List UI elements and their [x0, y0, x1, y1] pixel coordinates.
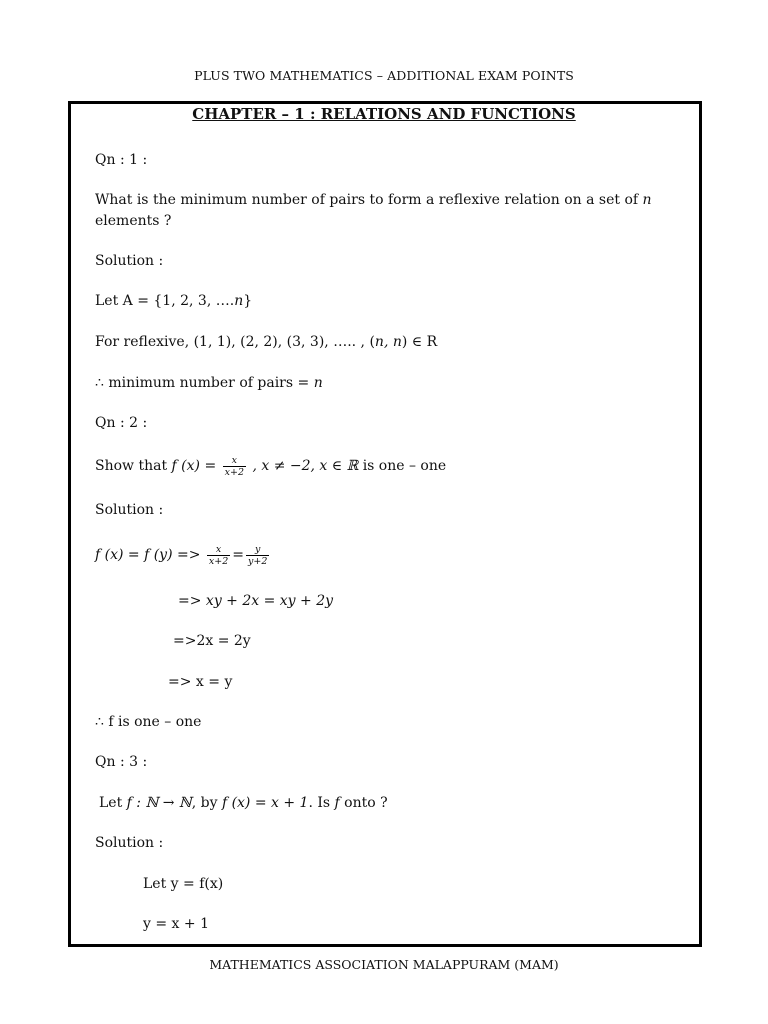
q1-reflexive-line	[95, 332, 437, 352]
q1-solution-label: Solution :	[95, 253, 164, 269]
q3-step2: y = x + 1	[143, 916, 209, 932]
q2-step3: =>2x = 2y	[173, 633, 251, 649]
q2-solution-label: Solution :	[95, 502, 164, 518]
page-footer: MATHEMATICS ASSOCIATION MALAPPURAM (MAM)	[209, 957, 559, 972]
q3-q-suffix: onto ?	[344, 795, 388, 811]
q1-let-prefix: Let A = {1, 2, 3, ….	[95, 293, 235, 309]
q1-reflexive-suffix: ) ∈ R	[401, 334, 438, 350]
q3-question	[99, 793, 388, 813]
q2-condition: , x ≠ −2, x ∈ ℝ	[252, 458, 359, 474]
q1-question-text: What is the minimum number of pairs to form a reflexive relation on a set of	[95, 192, 639, 208]
q2-conclusion: ∴ f is one – one	[95, 714, 202, 730]
q2-step4: => x = y	[168, 674, 233, 690]
q3-let-prefix: Let	[99, 795, 123, 811]
q3-rule: f (x) = x + 1	[221, 795, 309, 811]
q2-step1-frac2	[246, 544, 269, 567]
q2-step2	[178, 591, 333, 611]
q2-question	[95, 453, 446, 479]
q3-question-text: . Is	[308, 795, 331, 811]
q3-by: , by	[191, 795, 218, 811]
q2-step1-den2: y+2	[248, 555, 268, 567]
q3-map: f : ℕ → ℕ	[126, 795, 192, 811]
chapter-title: CHAPTER – 1 : RELATIONS AND FUNCTIONS	[192, 105, 576, 123]
q1-question-line2: elements ?	[95, 213, 172, 229]
q2-step1-num1: x	[207, 544, 230, 556]
q2-show-suffix: is one – one	[362, 458, 447, 474]
q2-fx: f (x) =	[171, 458, 217, 474]
q2-step1-num2: y	[246, 544, 269, 556]
q3-solution-label: Solution :	[95, 835, 164, 851]
q2-frac-den: x+2	[224, 466, 245, 478]
q3-step1: Let y = f(x)	[143, 876, 224, 892]
page-header: PLUS TWO MATHEMATICS – ADDITIONAL EXAM POINTS	[194, 68, 574, 83]
q1-conclusion	[95, 373, 323, 393]
q3-label: Qn : 3 :	[95, 754, 148, 770]
q3-q-var: f	[334, 795, 340, 811]
q1-let-suffix: }	[243, 293, 253, 309]
q1-let-set	[95, 291, 252, 311]
q1-question-line1	[95, 190, 652, 210]
q1-question-var: n	[642, 192, 652, 208]
q1-label: Qn : 1 :	[95, 152, 148, 168]
q1-let-var: n	[234, 293, 244, 309]
q2-fraction	[223, 455, 246, 478]
q2-step1-den1: x+2	[208, 555, 229, 567]
q1-conclusion-text: ∴ minimum number of pairs =	[95, 375, 310, 391]
q2-label: Qn : 2 :	[95, 415, 148, 431]
q2-step1-eq: =	[232, 547, 245, 563]
q2-show-prefix: Show that	[95, 458, 168, 474]
q2-step1-frac1	[207, 544, 230, 567]
q1-reflexive-prefix: For reflexive, (1, 1), (2, 2), (3, 3), ….. , (	[95, 334, 375, 350]
q2-step1	[95, 541, 271, 569]
q2-step2-expr: xy + 2x = xy + 2y	[205, 593, 334, 609]
q2-frac-num: x	[223, 455, 246, 467]
q2-step1-lhs: f (x) = f (y) =>	[95, 547, 201, 563]
q2-step2-arrow: =>	[178, 593, 202, 609]
q1-conclusion-var: n	[313, 375, 323, 391]
q1-reflexive-var: n, n	[374, 334, 402, 350]
